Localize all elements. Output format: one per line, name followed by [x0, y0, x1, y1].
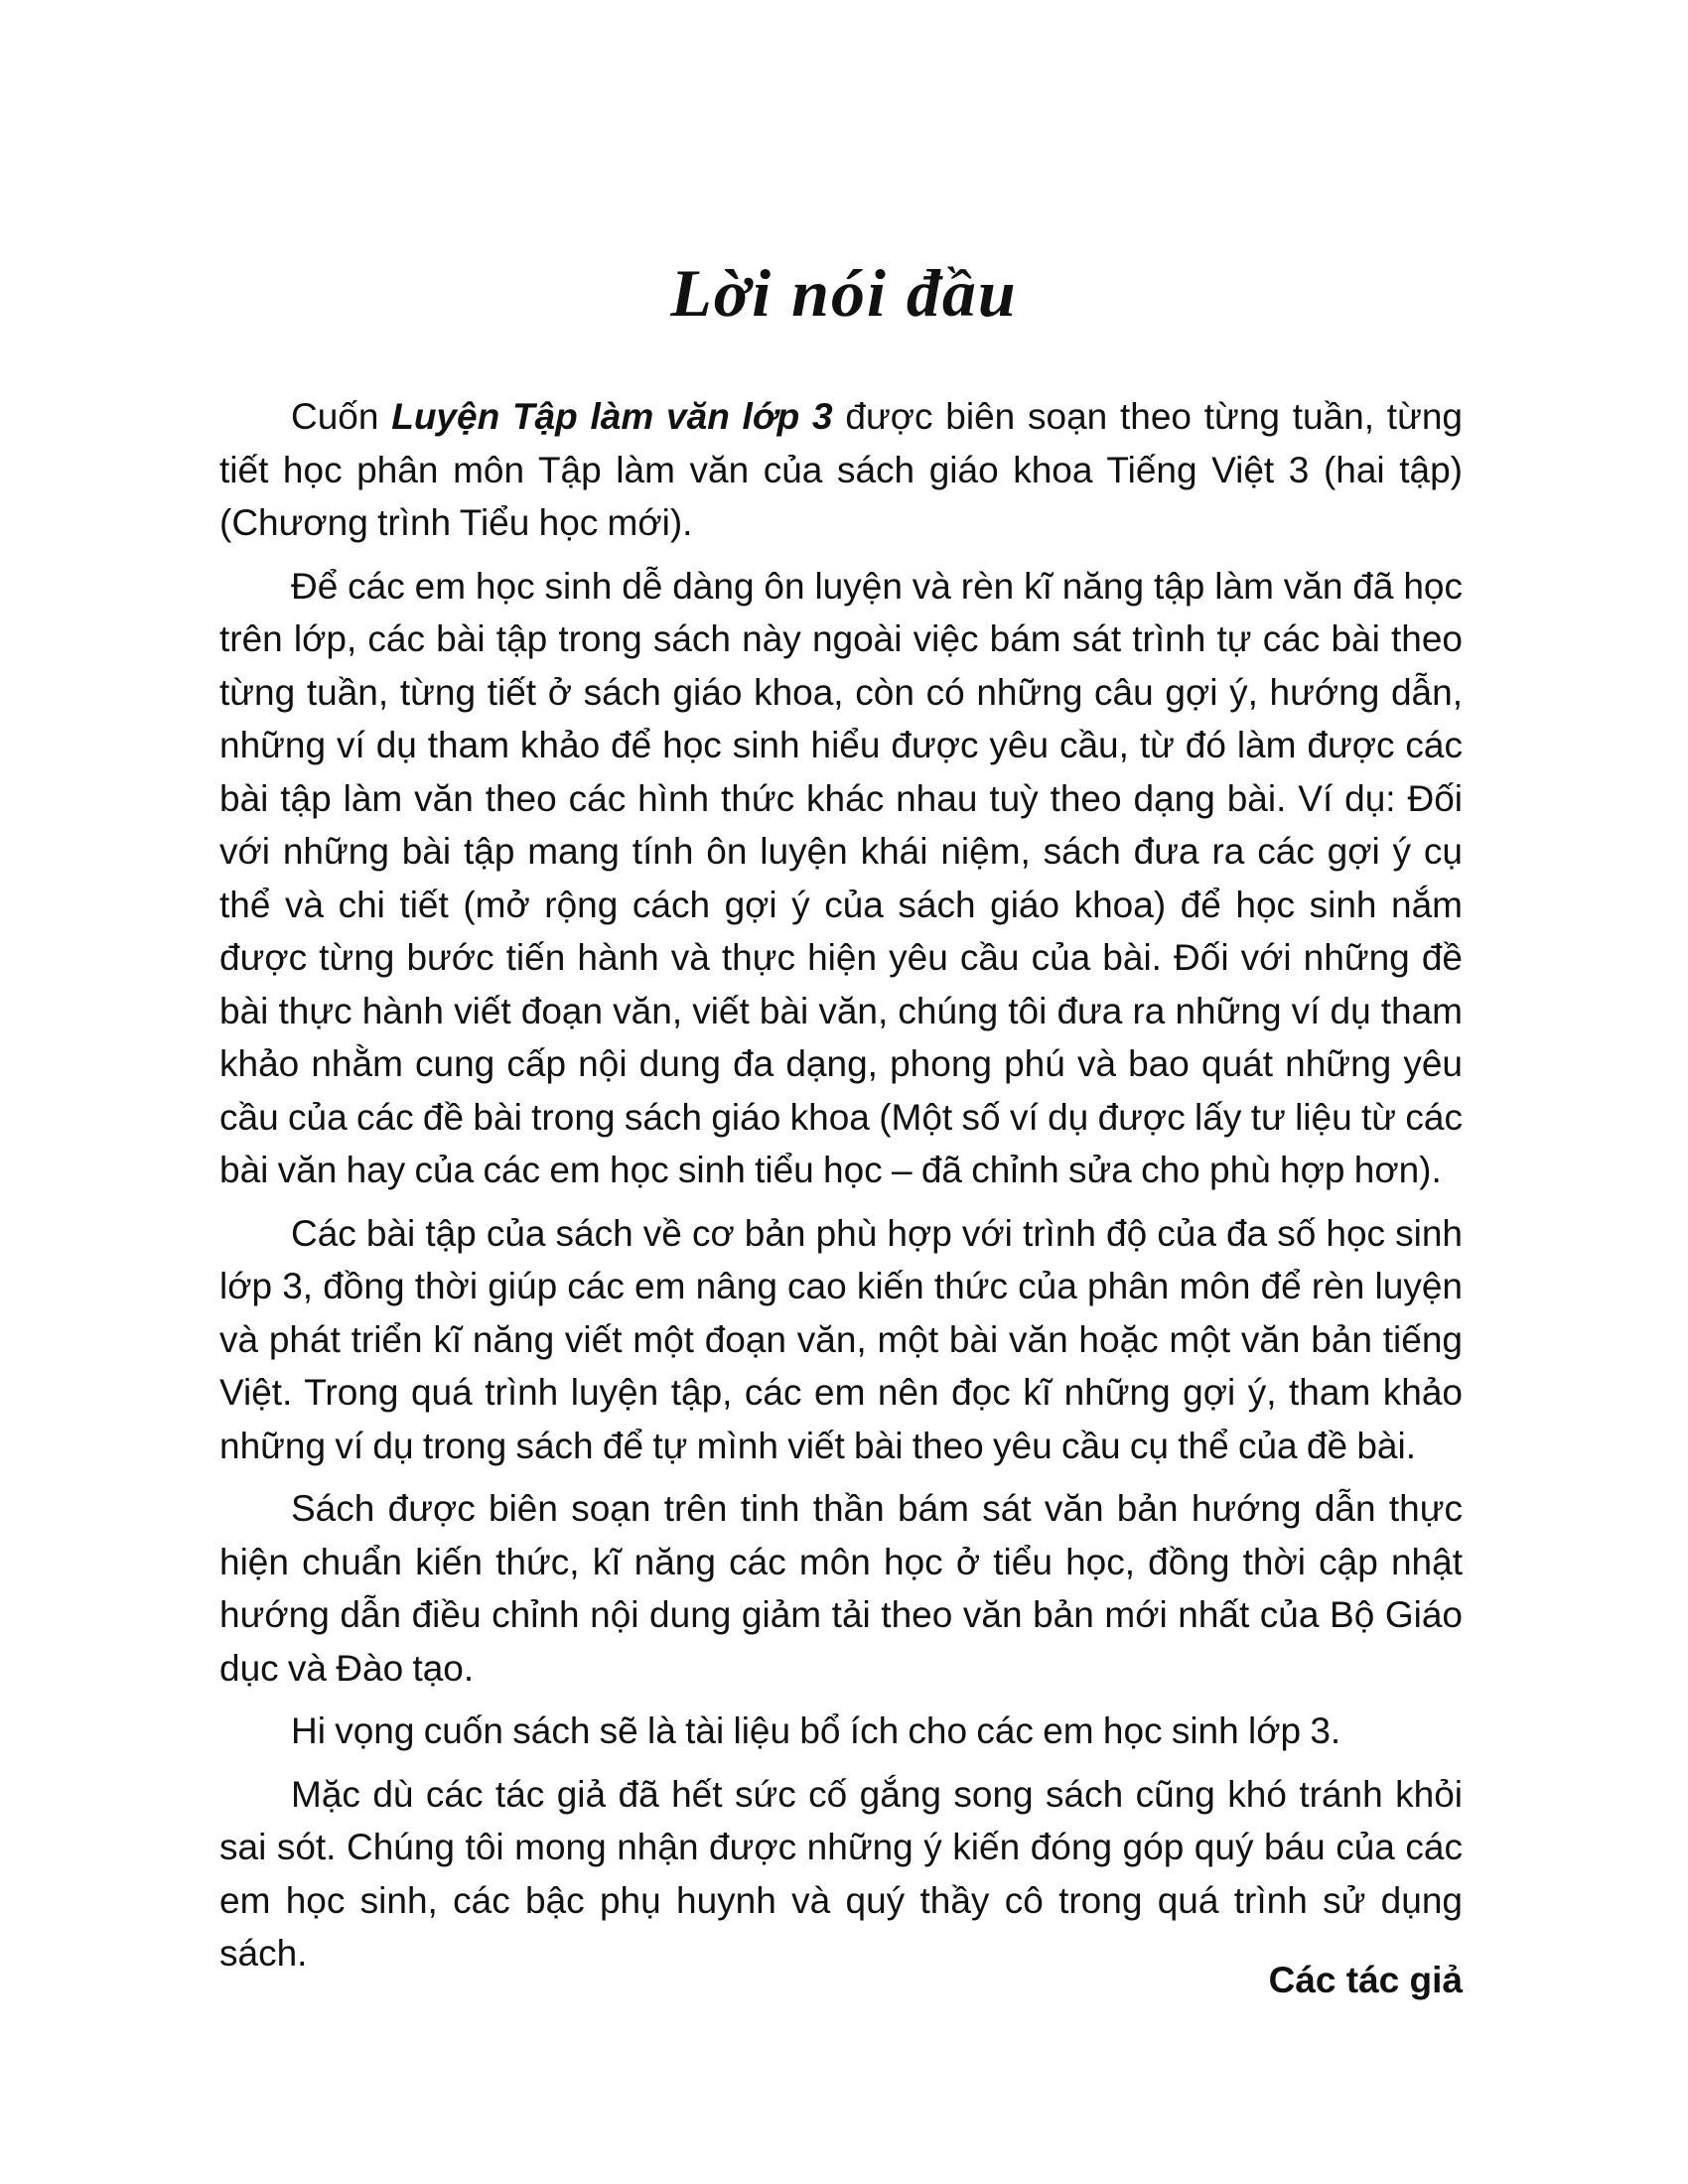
paragraph-purpose: Để các em học sinh dễ dàng ôn luyện và rèn kĩ năng tập làm văn đã học trên lớp, các bài tập trong sách này ngoài việc bám sát trình tự các bài theo từng tuần, từng tiết ở sách giáo khoa, còn có những câu gợi ý, hướng dẫn, những ví dụ tham khảo để học sinh hiểu được yêu cầu, từ đó làm được các bài tập làm văn theo các hình thức khác nhau tuỳ theo dạng bài. Ví dụ: Đối với những bài tập mang tính ôn luyện khái niệm, sách đưa ra các gợi ý cụ thể và chi tiết (mở rộng cách gợi ý của sách giáo khoa) để học sinh nắm được từng bước tiến hành và thực hiện yêu cầu của bài. Đối với những đề bài thực hành viết đoạn văn, viết bài văn, chúng tôi đưa ra những ví dụ tham khảo nhằm cung cấp nội dung đa dạng, phong phú và bao quát những yêu cầu của các đề bài trong sách giáo khoa (Một số ví dụ được lấy tư liệu từ các bài văn hay của các em học sinh tiểu học – đã chỉnh sửa cho phù hợp hơn).: [219, 565, 1463, 1190]
intro-trailing-text: được biên soạn theo từng tuần, từng tiết học phân môn Tập làm văn của sách giáo khoa Tiếng Việt 3 (hai tập) (Chương trình Tiểu học mới).: [219, 396, 1464, 543]
book-title: Luyện Tập làm văn lớp 3: [391, 396, 833, 437]
page-title: Lời nói đầu: [670, 255, 1018, 331]
paragraph-intro: [219, 390, 1463, 550]
paragraph-feedback: Mặc dù các tác giả đã hết sức cố gắng song sách cũng khó tránh khỏi sai sót. Chúng tôi mong nhận được những ý kiến đóng góp quý báu của các em học sinh, các bậc phụ huynh và quý thầy cô trong quá trình sử dụng sách.: [219, 1773, 1463, 1974]
body-text: [219, 390, 1463, 1990]
author-signature: Các tác giả: [1268, 1960, 1463, 2000]
intro-lead-text: Cuốn: [291, 396, 392, 437]
paragraph-hope: Hi vọng cuốn sách sẽ là tài liệu bổ ích cho các em học sinh lớp 3.: [291, 1710, 1341, 1751]
paragraph-curriculum: Sách được biên soạn trên tinh thần bám sát văn bản hướng dẫn thực hiện chuẩn kiến thức, kĩ năng các môn học ở tiểu học, đồng thời cập nhật hướng dẫn điều chỉnh nội dung giảm tải theo văn bản mới nhất của Bộ Giáo dục và Đào tạo.: [219, 1488, 1463, 1689]
paragraph-level: Các bài tập của sách về cơ bản phù hợp với trình độ của đa số học sinh lớp 3, đồng thời giúp các em nâng cao kiến thức của phân môn để rèn luyện và phát triển kĩ năng viết một đoạn văn, một bài văn hoặc một văn bản tiếng Việt. Trong quá trình luyện tập, các em nên đọc kĩ những gợi ý, tham khảo những ví dụ trong sách để tự mình viết bài theo yêu cầu cụ thể của đề bài.: [219, 1212, 1463, 1466]
